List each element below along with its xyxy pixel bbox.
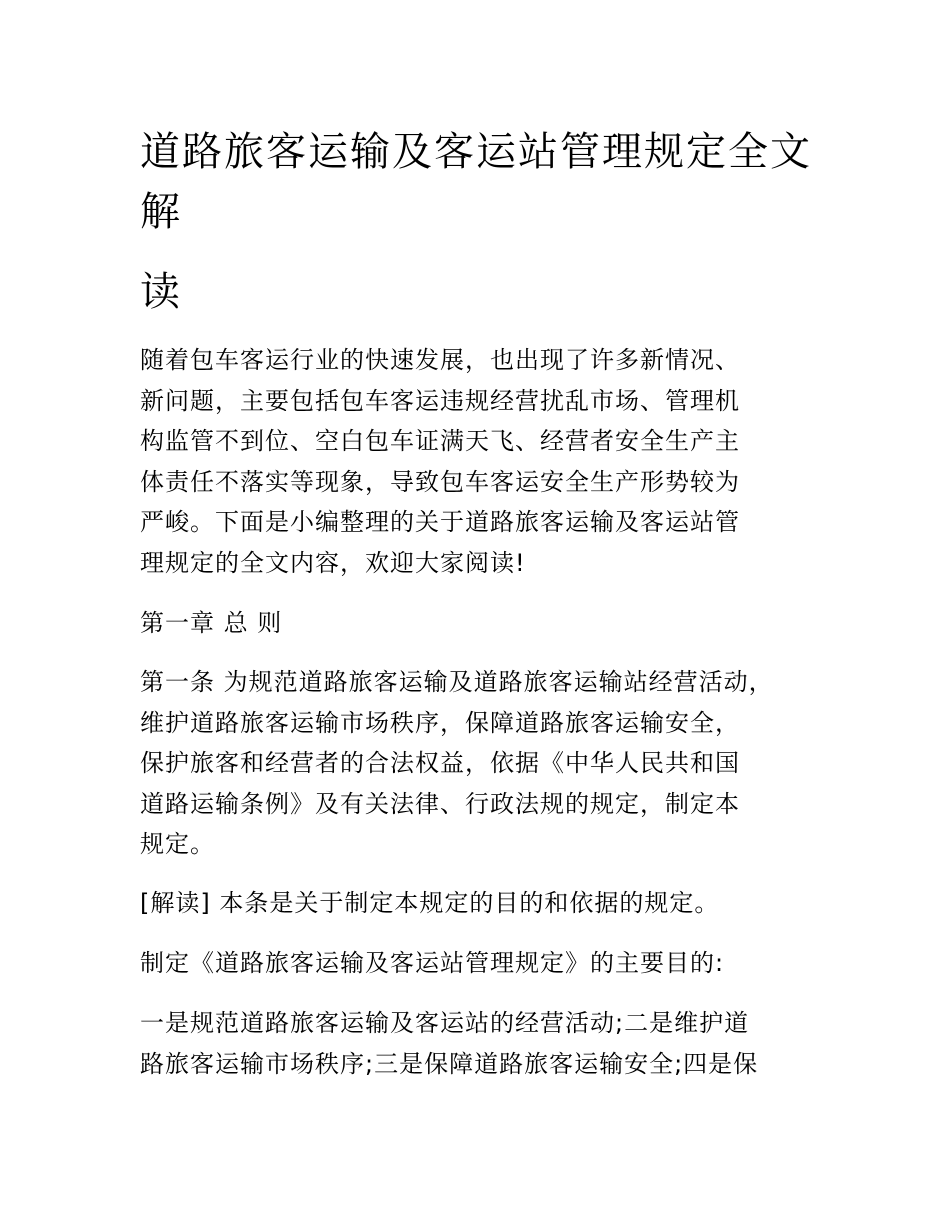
aim-intro-paragraph (140, 943, 830, 984)
intro-line: 新问题，主要包括包车客运违规经营扰乱市场、管理机 (140, 386, 740, 415)
article-1-line: 保护旅客和经营者的合法权益，依据《中华人民共和国 (140, 749, 740, 777)
document-title-line-2: 解 (140, 189, 182, 235)
chapter-heading-text: 第一章 总 则 (140, 609, 283, 637)
article-1-line: 维护道路旅客运输市场秩序，保障道路旅客运输安全， (140, 708, 740, 737)
intro-line: 理规定的全文内容，欢迎大家阅读! (140, 548, 526, 577)
intro-line: 体责任不落实等现象，导致包车客运安全生产形势较为 (140, 467, 740, 496)
article-1-line: 第一条 为规范道路旅客运输及道路旅客运输站经营活动， (140, 668, 774, 696)
interpretation-paragraph (140, 883, 830, 924)
intro-line: 构监管不到位、空白包车证满天飞、经营者安全生产主 (140, 427, 740, 455)
document-title-line-1: 道路旅客运输及客运站管理规定全文 (140, 129, 812, 175)
article-1-line: 道路运输条例》及有关法律、行政法规的规定，制定本 (140, 789, 740, 818)
article-1-line: 规定。 (140, 830, 215, 858)
intro-line: 随着包车客运行业的快速发展，也出现了许多新情况、 (140, 346, 740, 374)
interpretation-text: [解读] 本条是关于制定本规定的目的和依据的规定。 (140, 889, 720, 917)
aim-list-line: 一是规范道路旅客运输及客运站的经营活动;二是维护道 (140, 1009, 750, 1037)
intro-paragraph (140, 340, 830, 583)
aim-intro-text: 制定《道路旅客运输及客运站管理规定》的主要目的: (140, 949, 725, 977)
document-title-line-3: 读 (140, 269, 182, 315)
aim-list-paragraph (140, 1003, 830, 1084)
intro-line: 严峻。下面是小编整理的关于道路旅客运输及客运站管 (140, 508, 740, 536)
chapter-heading (140, 603, 830, 644)
article-1-paragraph (140, 662, 830, 865)
aim-list-line: 路旅客运输市场秩序;三是保障道路旅客运输安全;四是保 (140, 1049, 759, 1078)
